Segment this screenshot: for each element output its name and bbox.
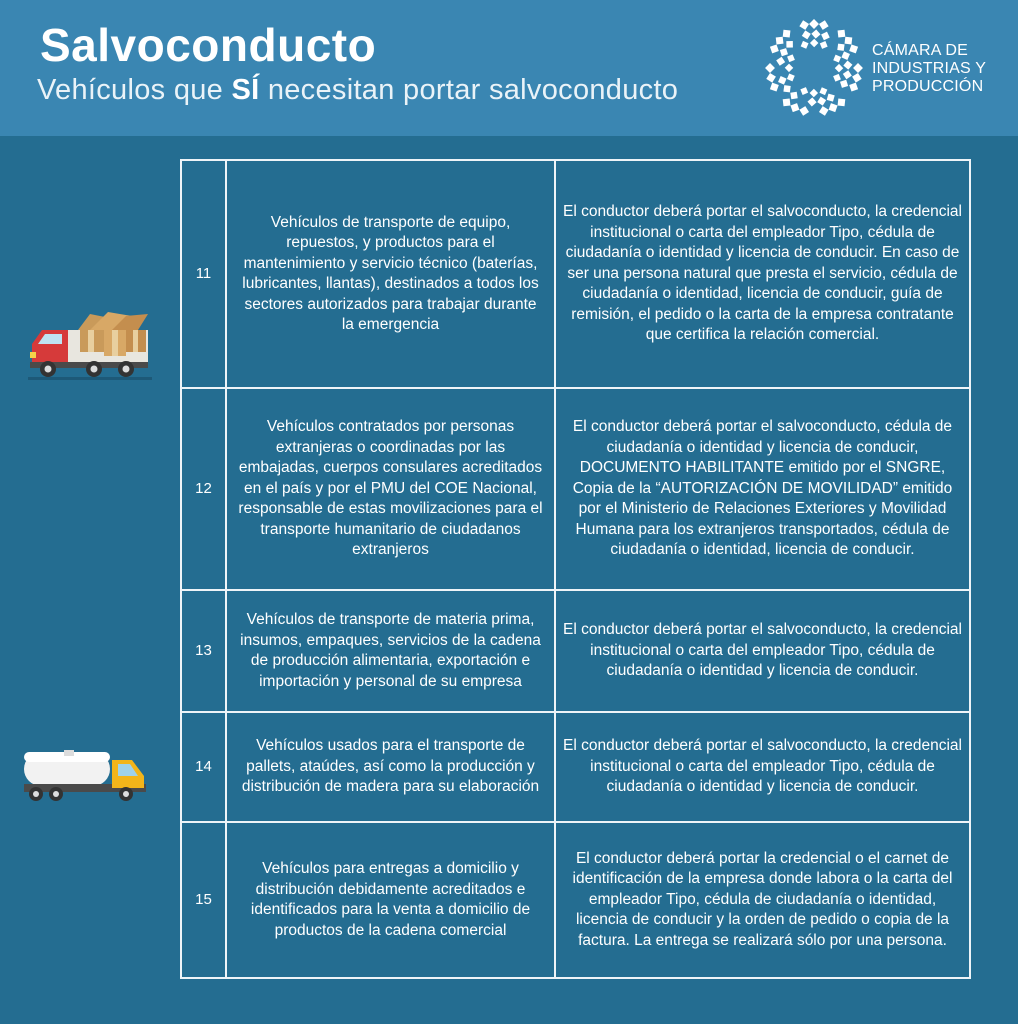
logo-square	[783, 85, 790, 92]
table-row	[181, 160, 970, 388]
requirement-text: El conductor deberá portar el salvoconducto, cédula de ciudadanía o identidad y licencia de conducir, DOCUMENTO HABILITANTE emitido por el SNGRE, Copia de la “AUTORIZACIÓN DE MOVILIDAD” emitido por el Ministerio de Relaciones Exteriores y Movilidad Humana para los extranjeros transportados, cédula de ciudadanía o identidad, licencia de conducir.	[555, 388, 970, 590]
logo-line-2: INDUSTRIAS Y	[872, 60, 987, 77]
logo-square	[817, 97, 826, 106]
logo-square	[838, 30, 846, 38]
requirement-text: El conductor deberá portar el salvoconducto, la credencial institucional o carta del empleador Tipo, cédula de ciudadanía o identidad y licencia de conducir.	[555, 590, 970, 712]
logo-square	[833, 74, 841, 82]
chamber-logo-text	[872, 42, 986, 96]
logo-square	[811, 29, 820, 38]
requirement-text: El conductor deberá portar el salvoconducto, la credencial institucional o carta del empleador Tipo, cédula de ciudadanía o identidad y licencia de conducir.	[555, 712, 970, 822]
logo-square	[819, 87, 827, 95]
row-number: 11	[181, 160, 226, 388]
chamber-logo-icon	[764, 18, 864, 118]
logo-square	[827, 94, 835, 102]
logo-square	[838, 99, 846, 107]
logo-square	[849, 83, 858, 92]
logo-square	[802, 30, 811, 39]
table-row	[181, 590, 970, 712]
logo-square	[780, 48, 788, 56]
logo-square	[810, 89, 818, 97]
tanker-truck-icon	[20, 746, 150, 806]
logo-line-1: CÁMARA DE	[872, 42, 969, 59]
subtitle-text-pre: Vehículos que	[37, 74, 232, 106]
requirement-text: El conductor deberá portar la credencial o el carnet de identificación de la empresa donde labora o la carta del empleador Tipo, cédula de ciudadanía o identidad, licencia de conducir y la orden de pedido o copia de la factura. La entrega se realizará sólo por una persona.	[555, 822, 970, 978]
page-title: Salvoconducto	[40, 19, 377, 71]
logo-square	[776, 37, 784, 45]
row-number: 15	[181, 822, 226, 978]
logo-square	[820, 41, 828, 49]
logo-square	[770, 44, 779, 53]
logo-square	[845, 37, 853, 45]
logo-square	[801, 41, 809, 49]
logo-square	[841, 51, 850, 60]
table-row	[181, 822, 970, 978]
logo-square	[852, 73, 862, 83]
row-number: 13	[181, 590, 226, 712]
logo-square	[829, 103, 838, 112]
page-subtitle	[37, 74, 678, 107]
logo-square	[785, 64, 793, 72]
logo-square	[799, 20, 809, 30]
logo-square	[843, 70, 852, 79]
logo-square	[783, 99, 791, 107]
subtitle-text-post: necesitan portar salvoconducto	[259, 74, 679, 106]
logo-square	[787, 73, 795, 81]
logo-square	[790, 103, 799, 112]
logo-square	[833, 55, 841, 63]
vehicle-requirements-table	[180, 159, 971, 979]
subtitle-emphasis: SÍ	[231, 74, 260, 106]
logo-square	[765, 63, 775, 73]
vehicle-description: Vehículos de transporte de equipo, repuestos, y productos para el mantenimiento y servicio técnico (baterías, lubricantes, llantas), destinados a todos los sectores autorizados para trabajar durante la emergencia	[226, 160, 555, 388]
logo-square	[786, 41, 793, 48]
row-number: 14	[181, 712, 226, 822]
logo-square	[843, 61, 852, 70]
logo-square	[853, 63, 863, 73]
logo-square	[766, 73, 776, 83]
requirement-text: El conductor deberá portar el salvoconducto, la credencial institucional o carta del empleador Tipo, cédula de ciudadanía o identidad y licencia de conducir. En caso de ser una persona natural que presta el servicio, cédula de ciudadanía o identidad, licencia de conducir, guía de remisión, el pedido o la carta de la empresa contratante que certifica la relación comercial.	[555, 160, 970, 388]
logo-square	[849, 44, 858, 53]
logo-square	[770, 83, 779, 92]
logo-square	[837, 44, 844, 51]
logo-square	[778, 76, 787, 85]
logo-line-3: PRODUCCIÓN	[872, 78, 984, 95]
vehicle-description: Vehículos usados para el transporte de pallets, ataúdes, así como la producción y distribución de madera para su elaboración	[226, 712, 555, 822]
logo-square	[810, 39, 818, 47]
logo-square	[800, 87, 808, 95]
logo-square	[819, 20, 829, 30]
logo-square	[799, 106, 809, 116]
logo-square	[809, 19, 819, 29]
logo-square	[790, 92, 797, 99]
vehicle-description: Vehículos contratados por personas extranjeras o coordinadas por las embajadas, cuerpos consulares acreditados en el país y por el PMU del COE Nacional, responsable de estas movilizaciones para el transporte humanitario de ciudadanos extranjeros	[226, 388, 555, 590]
header-banner	[0, 0, 1018, 136]
logo-square	[835, 64, 843, 72]
logo-square	[840, 80, 848, 88]
logo-square	[821, 32, 830, 41]
table-row	[181, 388, 970, 590]
vehicle-description: Vehículos para entregas a domicilio y distribución debidamente acreditados e identificados para la venta a domicilio de productos de la cadena comercial	[226, 822, 555, 978]
logo-square	[787, 54, 795, 62]
table-row	[181, 712, 970, 822]
logo-square	[819, 106, 829, 116]
delivery-truck-boxes-icon	[28, 308, 152, 380]
logo-square	[776, 57, 785, 66]
logo-square	[783, 30, 791, 38]
row-number: 12	[181, 388, 226, 590]
vehicle-description: Vehículos de transporte de materia prima, insumos, empaques, servicios de la cadena de producción alimentaria, exportación e importación y personal de su empresa	[226, 590, 555, 712]
logo-square	[807, 97, 816, 106]
